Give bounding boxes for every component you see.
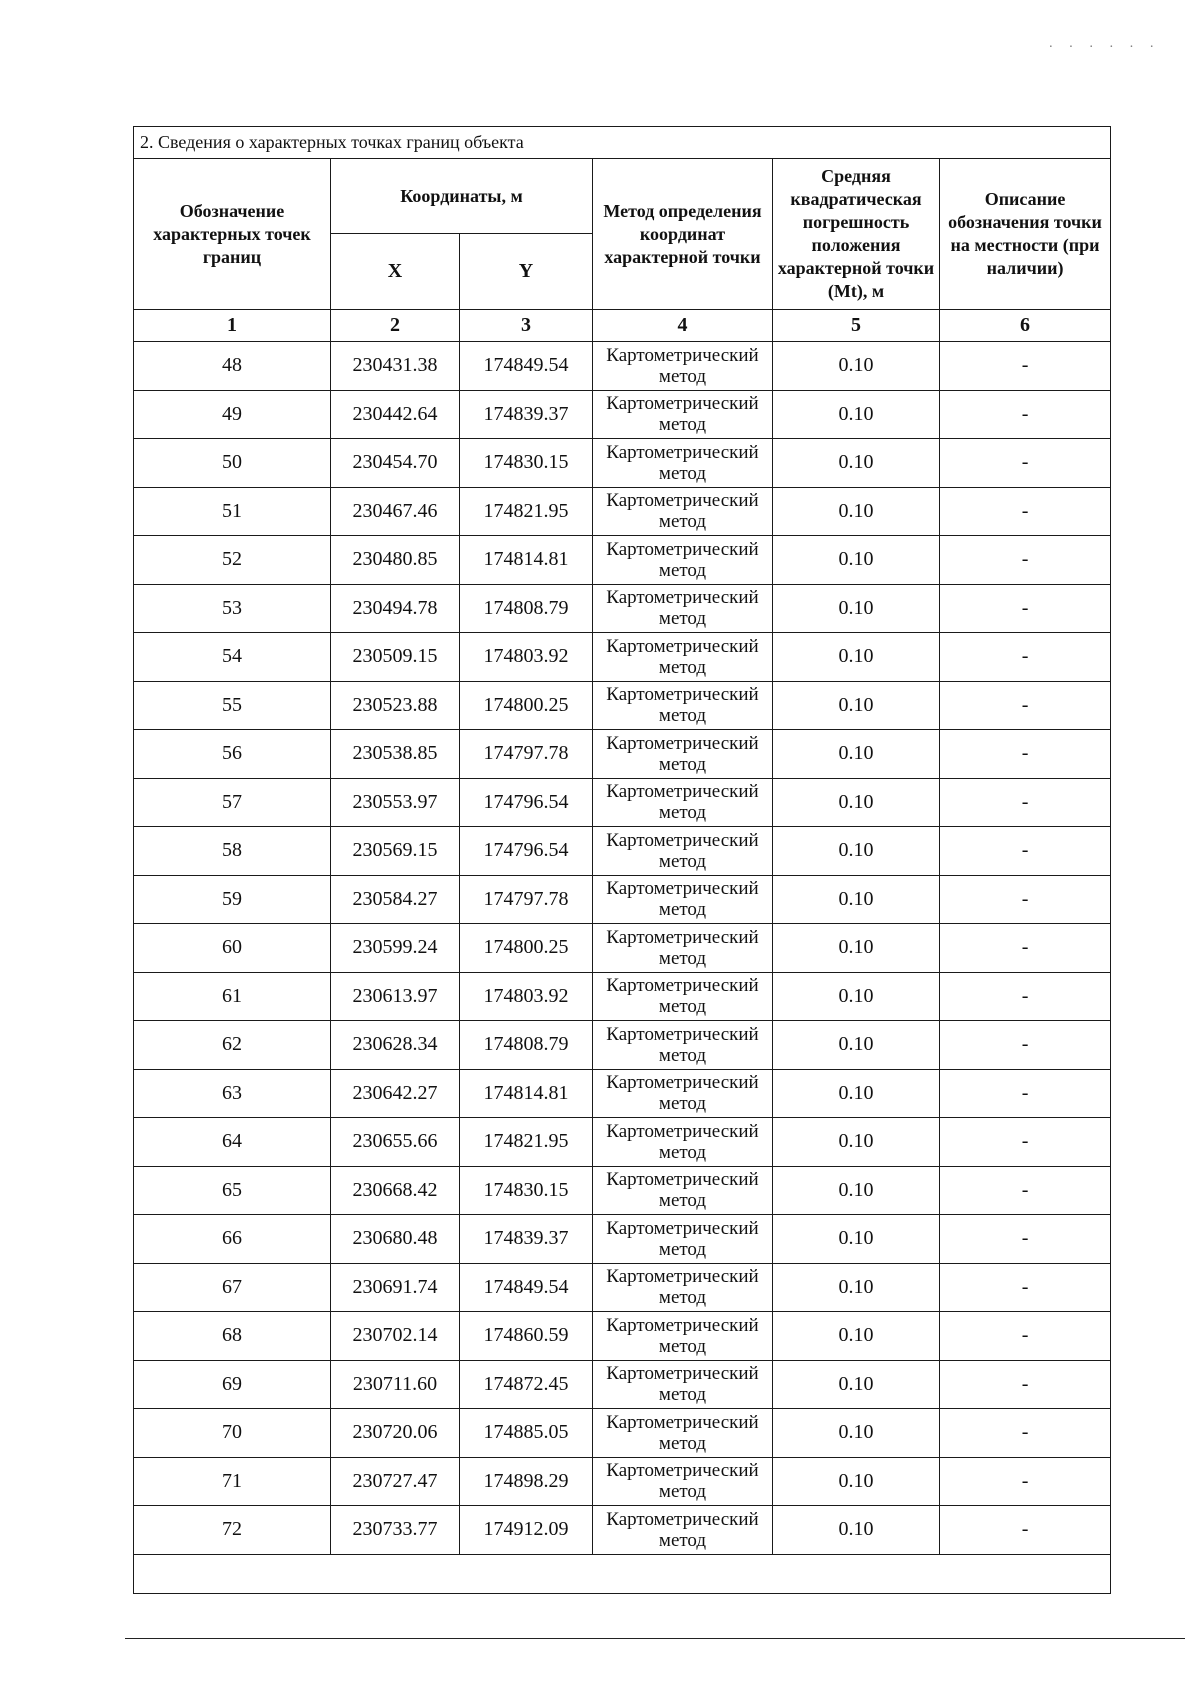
header-designation: Обозначение характерных точек границ xyxy=(134,159,331,310)
x-coordinate-cell: 230642.27 xyxy=(331,1069,460,1118)
description-cell: - xyxy=(940,681,1111,730)
error-cell: 0.10 xyxy=(773,875,940,924)
x-coordinate-cell: 230538.85 xyxy=(331,730,460,779)
error-cell: 0.10 xyxy=(773,1409,940,1458)
section-title-row xyxy=(134,127,1111,159)
point-cell: 67 xyxy=(134,1263,331,1312)
method-cell: Картометрический метод xyxy=(593,827,773,876)
description-cell: - xyxy=(940,1506,1111,1555)
description-cell: - xyxy=(940,439,1111,488)
error-cell: 0.10 xyxy=(773,972,940,1021)
y-coordinate-cell: 174800.25 xyxy=(460,681,593,730)
error-cell: 0.10 xyxy=(773,1506,940,1555)
description-cell: - xyxy=(940,1069,1111,1118)
y-coordinate-cell: 174808.79 xyxy=(460,584,593,633)
description-cell: - xyxy=(940,875,1111,924)
x-coordinate-cell: 230655.66 xyxy=(331,1118,460,1167)
error-cell: 0.10 xyxy=(773,390,940,439)
x-coordinate-cell: 230680.48 xyxy=(331,1215,460,1264)
description-cell: - xyxy=(940,1021,1111,1070)
description-cell: - xyxy=(940,633,1111,682)
x-coordinate-cell: 230733.77 xyxy=(331,1506,460,1555)
table-row xyxy=(134,439,1111,488)
description-cell: - xyxy=(940,1215,1111,1264)
description-cell: - xyxy=(940,536,1111,585)
method-cell: Картометрический метод xyxy=(593,1312,773,1361)
y-coordinate-cell: 174898.29 xyxy=(460,1457,593,1506)
point-cell: 68 xyxy=(134,1312,331,1361)
description-cell: - xyxy=(940,1263,1111,1312)
point-cell: 56 xyxy=(134,730,331,779)
y-coordinate-cell: 174803.92 xyxy=(460,633,593,682)
point-cell: 61 xyxy=(134,972,331,1021)
error-cell: 0.10 xyxy=(773,342,940,391)
x-coordinate-cell: 230467.46 xyxy=(331,487,460,536)
column-number: 2 xyxy=(331,310,460,342)
error-cell: 0.10 xyxy=(773,778,940,827)
method-cell: Картометрический метод xyxy=(593,1506,773,1555)
y-coordinate-cell: 174803.92 xyxy=(460,972,593,1021)
y-coordinate-cell: 174821.95 xyxy=(460,487,593,536)
table-row xyxy=(134,827,1111,876)
method-cell: Картометрический метод xyxy=(593,1263,773,1312)
x-coordinate-cell: 230727.47 xyxy=(331,1457,460,1506)
y-coordinate-cell: 174839.37 xyxy=(460,390,593,439)
column-number: 5 xyxy=(773,310,940,342)
header-y: Y xyxy=(460,234,593,310)
x-coordinate-cell: 230569.15 xyxy=(331,827,460,876)
point-cell: 72 xyxy=(134,1506,331,1555)
table-row xyxy=(134,778,1111,827)
table-row xyxy=(134,1215,1111,1264)
x-coordinate-cell: 230584.27 xyxy=(331,875,460,924)
x-coordinate-cell: 230599.24 xyxy=(331,924,460,973)
error-cell: 0.10 xyxy=(773,1069,940,1118)
error-cell: 0.10 xyxy=(773,681,940,730)
method-cell: Картометрический метод xyxy=(593,778,773,827)
column-number: 1 xyxy=(134,310,331,342)
x-coordinate-cell: 230691.74 xyxy=(331,1263,460,1312)
column-number: 4 xyxy=(593,310,773,342)
description-cell: - xyxy=(940,1409,1111,1458)
error-cell: 0.10 xyxy=(773,1360,940,1409)
blank-cell xyxy=(134,1554,1111,1593)
table-row xyxy=(134,1069,1111,1118)
error-cell: 0.10 xyxy=(773,487,940,536)
y-coordinate-cell: 174872.45 xyxy=(460,1360,593,1409)
point-cell: 71 xyxy=(134,1457,331,1506)
x-coordinate-cell: 230613.97 xyxy=(331,972,460,1021)
y-coordinate-cell: 174814.81 xyxy=(460,536,593,585)
method-cell: Картометрический метод xyxy=(593,730,773,779)
description-cell: - xyxy=(940,778,1111,827)
table-row xyxy=(134,342,1111,391)
method-cell: Картометрический метод xyxy=(593,681,773,730)
y-coordinate-cell: 174839.37 xyxy=(460,1215,593,1264)
y-coordinate-cell: 174797.78 xyxy=(460,730,593,779)
description-cell: - xyxy=(940,584,1111,633)
x-coordinate-cell: 230628.34 xyxy=(331,1021,460,1070)
footer-divider xyxy=(125,1638,1185,1639)
section-title: 2. Сведения о характерных точках границ объекта xyxy=(134,127,1111,159)
y-coordinate-cell: 174849.54 xyxy=(460,1263,593,1312)
error-cell: 0.10 xyxy=(773,584,940,633)
method-cell: Картометрический метод xyxy=(593,1360,773,1409)
x-coordinate-cell: 230553.97 xyxy=(331,778,460,827)
error-cell: 0.10 xyxy=(773,827,940,876)
method-cell: Картометрический метод xyxy=(593,1118,773,1167)
x-coordinate-cell: 230711.60 xyxy=(331,1360,460,1409)
error-cell: 0.10 xyxy=(773,1166,940,1215)
description-cell: - xyxy=(940,342,1111,391)
y-coordinate-cell: 174821.95 xyxy=(460,1118,593,1167)
table-row xyxy=(134,633,1111,682)
column-number: 3 xyxy=(460,310,593,342)
method-cell: Картометрический метод xyxy=(593,924,773,973)
y-coordinate-cell: 174849.54 xyxy=(460,342,593,391)
table-row xyxy=(134,1021,1111,1070)
x-coordinate-cell: 230668.42 xyxy=(331,1166,460,1215)
method-cell: Картометрический метод xyxy=(593,584,773,633)
y-coordinate-cell: 174797.78 xyxy=(460,875,593,924)
point-cell: 53 xyxy=(134,584,331,633)
method-cell: Картометрический метод xyxy=(593,1166,773,1215)
x-coordinate-cell: 230442.64 xyxy=(331,390,460,439)
method-cell: Картометрический метод xyxy=(593,1457,773,1506)
table-row xyxy=(134,390,1111,439)
error-cell: 0.10 xyxy=(773,1263,940,1312)
table-row xyxy=(134,730,1111,779)
point-cell: 50 xyxy=(134,439,331,488)
blank-row xyxy=(134,1554,1111,1593)
table-row xyxy=(134,1312,1111,1361)
method-cell: Картометрический метод xyxy=(593,633,773,682)
y-coordinate-cell: 174830.15 xyxy=(460,439,593,488)
description-cell: - xyxy=(940,827,1111,876)
point-cell: 55 xyxy=(134,681,331,730)
table-row xyxy=(134,875,1111,924)
point-cell: 70 xyxy=(134,1409,331,1458)
point-cell: 49 xyxy=(134,390,331,439)
header-coordinates: Координаты, м xyxy=(331,159,593,234)
table-row xyxy=(134,1166,1111,1215)
y-coordinate-cell: 174796.54 xyxy=(460,827,593,876)
point-cell: 58 xyxy=(134,827,331,876)
x-coordinate-cell: 230509.15 xyxy=(331,633,460,682)
boundary-points-table xyxy=(133,126,1111,1594)
description-cell: - xyxy=(940,1118,1111,1167)
table-row xyxy=(134,972,1111,1021)
point-cell: 63 xyxy=(134,1069,331,1118)
error-cell: 0.10 xyxy=(773,633,940,682)
table-row xyxy=(134,1118,1111,1167)
y-coordinate-cell: 174796.54 xyxy=(460,778,593,827)
point-cell: 48 xyxy=(134,342,331,391)
table-body xyxy=(134,342,1111,1555)
x-coordinate-cell: 230720.06 xyxy=(331,1409,460,1458)
error-cell: 0.10 xyxy=(773,1118,940,1167)
method-cell: Картометрический метод xyxy=(593,972,773,1021)
description-cell: - xyxy=(940,730,1111,779)
method-cell: Картометрический метод xyxy=(593,439,773,488)
table-row xyxy=(134,1457,1111,1506)
point-cell: 57 xyxy=(134,778,331,827)
x-coordinate-cell: 230480.85 xyxy=(331,536,460,585)
point-cell: 69 xyxy=(134,1360,331,1409)
x-coordinate-cell: 230702.14 xyxy=(331,1312,460,1361)
description-cell: - xyxy=(940,972,1111,1021)
method-cell: Картометрический метод xyxy=(593,487,773,536)
y-coordinate-cell: 174885.05 xyxy=(460,1409,593,1458)
description-cell: - xyxy=(940,1457,1111,1506)
error-cell: 0.10 xyxy=(773,536,940,585)
table-row xyxy=(134,924,1111,973)
header-method: Метод определения координат характерной точки xyxy=(593,159,773,310)
table-row xyxy=(134,536,1111,585)
column-number-row xyxy=(134,310,1111,342)
description-cell: - xyxy=(940,924,1111,973)
y-coordinate-cell: 174912.09 xyxy=(460,1506,593,1555)
error-cell: 0.10 xyxy=(773,1457,940,1506)
table-row xyxy=(134,681,1111,730)
point-cell: 66 xyxy=(134,1215,331,1264)
scan-marks: · · · · · · xyxy=(1048,40,1160,55)
x-coordinate-cell: 230454.70 xyxy=(331,439,460,488)
table-row xyxy=(134,1360,1111,1409)
method-cell: Картометрический метод xyxy=(593,875,773,924)
table-row xyxy=(134,584,1111,633)
point-cell: 51 xyxy=(134,487,331,536)
point-cell: 52 xyxy=(134,536,331,585)
x-coordinate-cell: 230494.78 xyxy=(331,584,460,633)
table-row xyxy=(134,487,1111,536)
error-cell: 0.10 xyxy=(773,439,940,488)
point-cell: 65 xyxy=(134,1166,331,1215)
header-row-top xyxy=(134,159,1111,234)
table-row xyxy=(134,1409,1111,1458)
error-cell: 0.10 xyxy=(773,1215,940,1264)
description-cell: - xyxy=(940,1360,1111,1409)
method-cell: Картометрический метод xyxy=(593,1069,773,1118)
description-cell: - xyxy=(940,487,1111,536)
table-row xyxy=(134,1263,1111,1312)
method-cell: Картометрический метод xyxy=(593,1215,773,1264)
error-cell: 0.10 xyxy=(773,1312,940,1361)
point-cell: 64 xyxy=(134,1118,331,1167)
y-coordinate-cell: 174814.81 xyxy=(460,1069,593,1118)
y-coordinate-cell: 174800.25 xyxy=(460,924,593,973)
point-cell: 59 xyxy=(134,875,331,924)
error-cell: 0.10 xyxy=(773,1021,940,1070)
method-cell: Картометрический метод xyxy=(593,390,773,439)
description-cell: - xyxy=(940,1166,1111,1215)
header-x: X xyxy=(331,234,460,310)
point-cell: 62 xyxy=(134,1021,331,1070)
column-number: 6 xyxy=(940,310,1111,342)
header-error: Средняя квадратическая погрешность положения характерной точки (Mt), м xyxy=(773,159,940,310)
table-row xyxy=(134,1506,1111,1555)
point-cell: 60 xyxy=(134,924,331,973)
method-cell: Картометрический метод xyxy=(593,1021,773,1070)
description-cell: - xyxy=(940,1312,1111,1361)
method-cell: Картометрический метод xyxy=(593,342,773,391)
y-coordinate-cell: 174808.79 xyxy=(460,1021,593,1070)
method-cell: Картометрический метод xyxy=(593,1409,773,1458)
method-cell: Картометрический метод xyxy=(593,536,773,585)
point-cell: 54 xyxy=(134,633,331,682)
header-description: Описание обозначения точки на местности (при наличии) xyxy=(940,159,1111,310)
error-cell: 0.10 xyxy=(773,730,940,779)
x-coordinate-cell: 230523.88 xyxy=(331,681,460,730)
y-coordinate-cell: 174830.15 xyxy=(460,1166,593,1215)
y-coordinate-cell: 174860.59 xyxy=(460,1312,593,1361)
x-coordinate-cell: 230431.38 xyxy=(331,342,460,391)
description-cell: - xyxy=(940,390,1111,439)
error-cell: 0.10 xyxy=(773,924,940,973)
